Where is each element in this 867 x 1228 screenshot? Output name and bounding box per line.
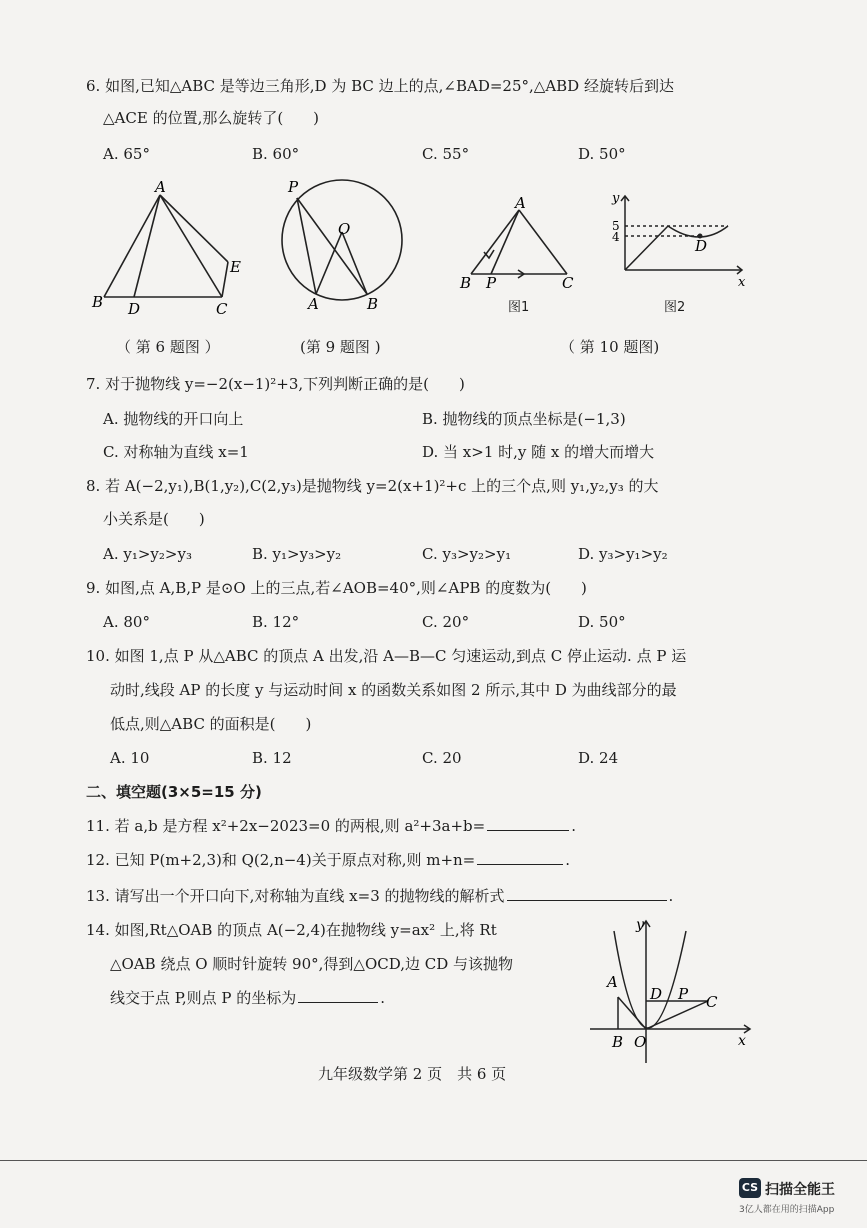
q6-option-a: A. 65° [103,145,150,163]
q8-option-d: D. y₃>y₁>y₂ [578,545,668,563]
q13-answer-blank[interactable] [507,886,667,901]
q10-option-d: D. 24 [578,749,619,767]
q10-option-b: B. 12 [252,749,292,767]
q12-line [86,850,570,870]
q14-stem-line1: 14. 如图,Rt△OAB 的顶点 A(−2,4)在抛物线 y=ax² 上,将 Rt [86,921,497,939]
q10-stem-line1: 10. 如图 1,点 P 从△ABC 的顶点 A 出发,沿 A—B—C 匀速运动,到点 C 停止运动. 点 P 运 [86,647,687,665]
fig10b-label-y: y [612,191,620,206]
q9-option-a: A. 80° [103,613,150,631]
q12-stem: 12. 已知 P(m+2,3)和 Q(2,n−4)关于原点对称,则 m+n= [86,851,476,869]
scanner-tagline: 3亿人都在用的扫描App [739,1205,835,1215]
q14-end: . [380,989,386,1007]
q13-line [86,886,673,906]
fig14-label-x: x [738,1033,746,1049]
q6-option-b: B. 60° [252,145,300,163]
fig6-label-a: A [155,178,166,196]
fig10a-triangle [471,210,567,278]
fig14-label-o: O [634,1033,647,1051]
fig14-label-c: C [706,993,718,1011]
fig10b-caption: 图2 [664,300,686,315]
fig9-label-p: P [288,178,299,196]
q6-option-c: C. 55° [422,145,470,163]
q10-stem-line2: 动时,线段 AP 的长度 y 与运动时间 x 的函数关系如图 2 所示,其中 D 为曲线部分的最 [110,681,677,699]
q10-stem-line3: 低点,则△ABC 的面积是( ) [110,715,312,733]
fig9-label-a: A [308,295,319,313]
q14-line3 [110,988,385,1008]
scanner-app-name: 扫描全能王 [765,1182,835,1198]
q8-option-a: A. y₁>y₂>y₃ [103,545,192,563]
fig6-label-e: E [230,258,241,276]
scanner-watermark [739,1178,849,1218]
fig14-label-a: A [607,973,618,991]
q11-line [86,816,576,836]
q9-option-c: C. 20° [422,613,470,631]
section-fill-in-heading: 二、填空题(3×5=15 分) [86,783,262,801]
q6-option-d: D. 50° [578,145,626,163]
q11-answer-blank[interactable] [487,816,569,831]
fig6-caption: （ 第 6 题图 ） [116,338,220,356]
q9-option-b: B. 12° [252,613,300,631]
fig9-label-b: B [367,295,379,313]
q9-option-d: D. 50° [578,613,626,631]
q10-option-c: C. 20 [422,749,462,767]
fig14-graph [590,915,760,1065]
fig10b-label-d: D [695,237,708,255]
fig9-label-o: O [338,220,351,238]
q14-stem-line3: 线交于点 P,则点 P 的坐标为 [110,989,297,1007]
fig10a-label-p: P [486,274,497,292]
q13-stem: 13. 请写出一个开口向下,对称轴为直线 x=3 的抛物线的解析式 [86,887,505,905]
fig9-circle [282,180,402,300]
fig9-caption: (第 9 题图 ) [300,338,381,356]
fig10a-label-c: C [562,274,574,292]
q11-stem: 11. 若 a,b 是方程 x²+2x−2023=0 的两根,则 a²+3a+b= [86,817,486,835]
fig14-label-d: D [650,985,663,1003]
fig10a-caption: 图1 [508,300,530,315]
fig10a-label-a: A [515,194,526,212]
fig10b-label-x: x [738,275,746,290]
fig14-label-p: P [678,985,689,1003]
q9-stem: 9. 如图,点 A,B,P 是⊙O 上的三点,若∠AOB=40°,则∠APB 的度数为( ) [86,579,587,597]
q12-end: . [565,851,571,869]
fig6-label-c: C [216,300,228,318]
q8-option-c: C. y₃>y₂>y₁ [422,545,512,563]
q8-option-b: B. y₁>y₃>y₂ [252,545,342,563]
q8-stem-line1: 8. 若 A(−2,y₁),B(1,y₂),C(2,y₃)是抛物线 y=2(x+1)²+c 上的三个点,则 y₁,y₂,y₃ 的大 [86,477,659,495]
q11-end: . [571,817,576,835]
q7-option-a: A. 抛物线的开口向上 [103,410,244,428]
fig10b-graph [621,196,742,274]
q6-stem-line1: 6. 如图,已知△ABC 是等边三角形,D 为 BC 边上的点,∠BAD=25°,△ABD 经旋转后到达 [86,77,674,95]
q6-stem-line2: △ACE 的位置,那么旋转了( ) [103,109,320,127]
q8-stem-line2: 小关系是( ) [103,510,205,528]
fig10-caption: （ 第 10 题图) [560,338,660,356]
q14-answer-blank[interactable] [298,988,378,1003]
q7-stem: 7. 对于抛物线 y=−2(x−1)²+3,下列判断正确的是( ) [86,375,465,393]
fig10b-tick-4: 4 [612,230,620,244]
scanner-logo-icon: CS [739,1178,761,1198]
q7-option-d: D. 当 x>1 时,y 随 x 的增大而增大 [422,443,655,461]
q14-stem-line2: △OAB 绕点 O 顺时针旋转 90°,得到△OCD,边 CD 与该抛物 [110,955,514,973]
fig6-label-d: D [128,300,141,318]
fig14-label-y: y [636,917,644,933]
q7-option-c: C. 对称轴为直线 x=1 [103,443,249,461]
q10-option-a: A. 10 [110,749,150,767]
fig10b-tick-5: 5 [612,219,620,233]
page-footer: 九年级数学第 2 页 共 6 页 [318,1065,507,1083]
q13-end: . [668,887,674,905]
fig6-label-b: B [92,293,104,311]
q12-answer-blank[interactable] [477,850,563,865]
fig10a-label-b: B [460,274,472,292]
fig6-triangle [104,195,228,297]
fig14-label-b: B [612,1033,624,1051]
q7-option-b: B. 抛物线的顶点坐标是(−1,3) [422,410,626,428]
scan-bottom-rule [0,1160,867,1161]
